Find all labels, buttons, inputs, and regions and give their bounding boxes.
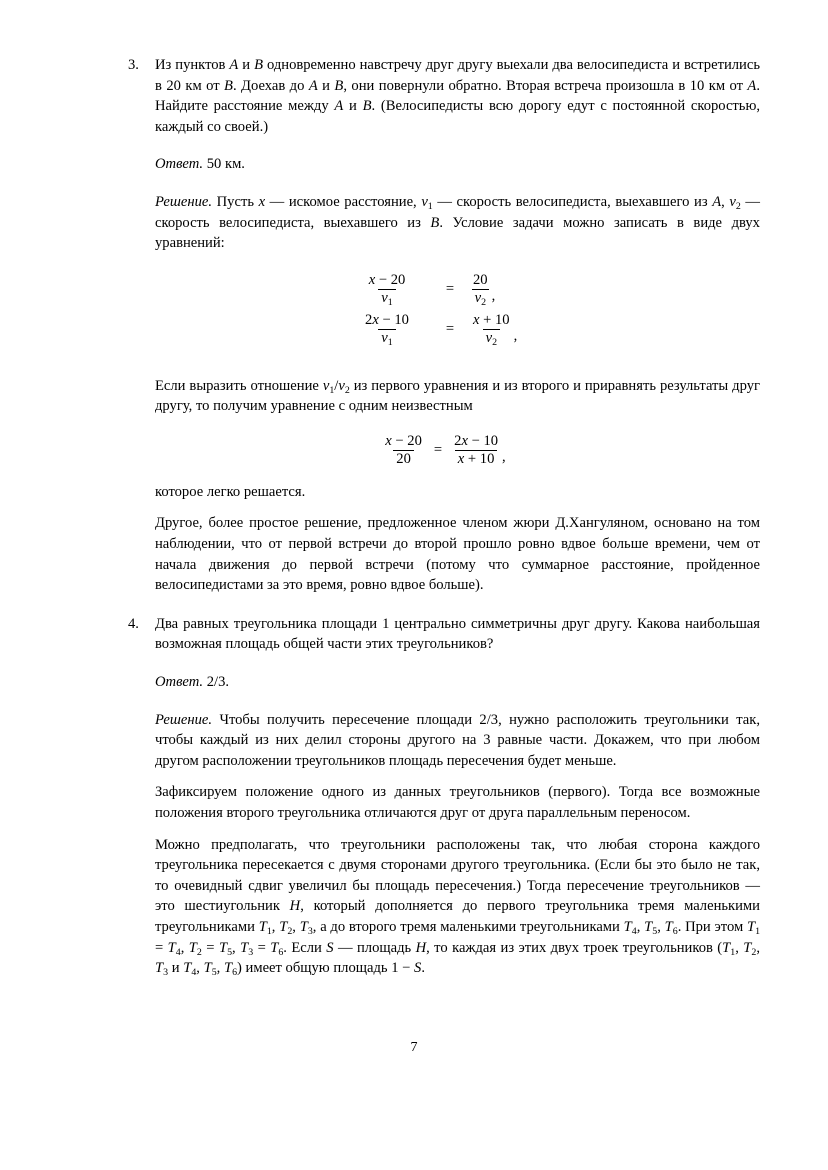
equation-row-1 [344,270,544,310]
eq2-punct: , [513,327,518,344]
eq3-rhs-numerator: 2x − 10 [454,432,499,449]
eq1-rhs-numerator: 20 [473,271,488,288]
problem-4-number: 4. [128,615,139,632]
problem-3-after-single: которое легко решается. [155,483,306,500]
eq2-relation: = [445,321,455,338]
equation-1-lhs [344,273,430,307]
answer-value: 50 км. [206,156,245,173]
page-number: 7 [410,1040,418,1055]
page-content [128,55,760,979]
eq1-lhs-numerator: x − 20 [368,271,406,288]
problem-3-statement: Из пунктов A и B одновременно навстречу друг другу выехали два велосипедиста и встретились в 20 км от B. Доехав до A и B, они повернули обратно. Вторая встреча произошла в 10 км от A. Найдите расстояние между A и B. (Велосипедисты всю дорогу едут с постоянной скоростью, каждый со своей.) [155,57,761,135]
eq1-rhs-denominator: $v_2$ [472,289,489,306]
answer-label-4: Ответ. [155,674,204,691]
eq1-relation: = [445,281,455,298]
equation-2-lhs [344,313,430,347]
equation-row-2 [344,310,544,350]
equation-single [128,433,760,468]
problem-4-para2: Зафиксируем положение одного из данных треугольников (первого). Тогда все возможные положения второго треугольника отличаются друг от друга параллельным переносом. [155,784,760,821]
equation-2-rhs [470,313,544,347]
eq2-rhs-denominator: $v_2$ [483,329,500,346]
eq3-rhs-denominator: x + 10 [455,450,498,467]
eq2-lhs-denominator: $v_1$ [378,329,395,346]
problem-3-after-system: Если выразить отношение $v_1/v_2$ из первого уравнения и из второго и приравнять результаты друг другу, то получим уравнение с одним неизвестным [155,377,760,415]
eq3-punct: , [502,448,506,465]
problem-4-solution-intro [155,710,760,772]
solution-intro-text: Пусть x — искомое расстояние, $v_1$ — скорость велосипедиста, выехавшего из A, $v_2$ — скорость велосипедиста, выехавшего из B. Условие задачи можно записать в виде двух уравнений: [155,193,761,252]
eq2-lhs-numerator: 2x − 10 [365,311,409,328]
problem-3-remark: Другое, более простое решение, предложенное членом жюри Д.Хангуляном, основано на том наблюдении, что от первой встречи до второй прошло ровно вдвое больше времени, чем от начала движения до первой встречи (потому что суммарное расстояние, пройденное велосипедистами за это время, ровно вдвое больше). [155,515,760,594]
equation-system-rows [344,270,544,350]
eq3-lhs-denominator: 20 [393,450,414,467]
problem-3-number: 3. [128,57,139,73]
equation-system [128,270,760,350]
problem-3-answer [155,154,760,175]
problem-4-answer [155,672,760,693]
problem-4-statement: Два равных треугольника площади 1 центрально симметричны друг другу. Какова наибольшая возможная площадь общей части этих треугольников? [155,615,760,653]
problem-3 [128,55,760,137]
eq3-relation: = [433,442,443,459]
answer-label: Ответ. [155,156,204,173]
solution-intro-text-4: Чтобы получить пересечение площади 2/3, нужно расположить треугольники так, чтобы каждый из них делил стороны другого на 3 равные части. Докажем, что при любом другом расположении треугольников площадь пересечения будет меньше. [155,711,760,769]
eq2-rhs-numerator: x + 10 [473,311,510,328]
equation-1-rhs [470,273,544,307]
solution-label-4: Решение. [155,711,213,728]
solution-label: Решение. [155,193,213,210]
eq1-lhs-denominator: $v_1$ [378,289,395,306]
problem-4 [128,614,760,655]
eq3-lhs-numerator: x − 20 [385,432,422,449]
equation-single-inner [382,434,505,468]
eq1-punct: , [491,287,496,304]
answer-value-4: 2/3. [206,674,230,691]
problem-4-para3: Можно предполагать, что треугольники расположены так, что любая сторона каждого треугольника пересекается с двумя сторонами другого треугольника. (Если бы это было не так, то очевидный сдвиг увеличил бы площадь пересечения.) Тогда пересечение треугольников — это шестиугольник H, который дополняется до первого треугольника тремя маленькими треугольниками $T_1$, $T_2$, $T_3$, а до второго тремя маленькими треугольниками $T_4$, $T_5$, $T_6$. При этом $T_1 = T_4$, $T_2 = T_5$, $T_3 = T_6$. Если S — площадь H, то каждая из этих двух троек треугольников ($T_1$, $T_2$, $T_3$ и $T_4$, $T_5$, $T_6$) имеет общую площадь 1 − S. [155,836,761,978]
problem-3-solution-intro [155,192,760,254]
